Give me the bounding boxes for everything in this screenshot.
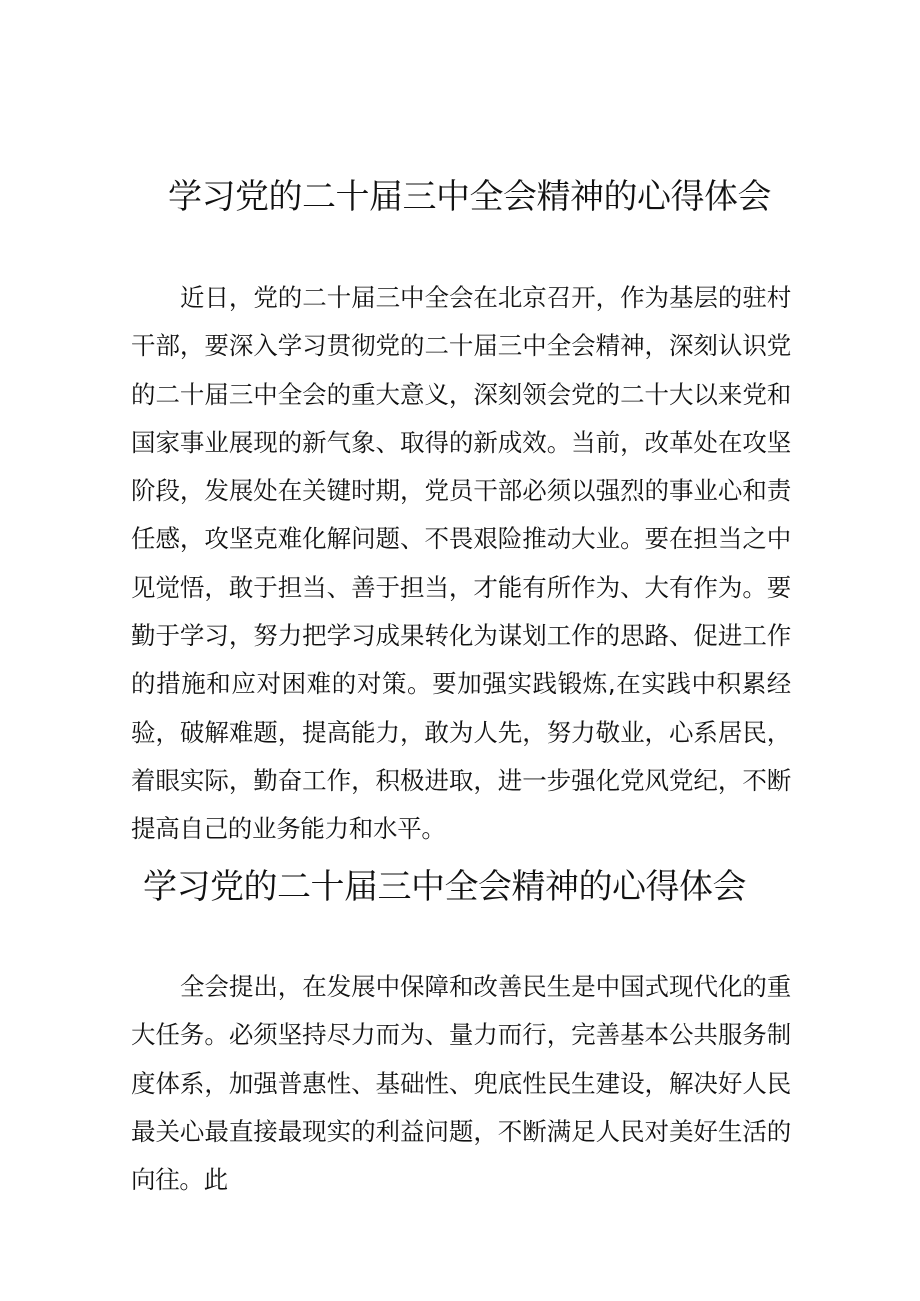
section-2-paragraph: 全会提出，在发展中保障和改善民生是中国式现代化的重大任务。必须坚持尽力而为、量力而行，完善基本公共服务制度体系，加强普惠性、基础性、兜底性民生建设，解决好人民最关心最直接最现实的利益问题，不断满足人民对美好生活的向往。此 [131, 972, 791, 1195]
section-2-title: 学习党的二十届三中全会精神的心得体会 [143, 867, 746, 907]
section-1-paragraph: 近日，党的二十届三中全会在北京召开，作为基层的驻村干部，要深入学习贯彻党的二十届三中全会精神，深刻认识党的二十届三中全会的重大意义，深刻领会党的二十大以来党和国家事业展现的新气象、取得的新成效。当前，改革处在攻坚阶段，发展处在关键时期，党员干部必须以强烈的事业心和责任感，攻坚克难化解问题、不畏艰险推动大业。要在担当之中见觉悟，敢于担当、善于担当，才能有所作为、大有作为。要勤于学习，努力把学习成果转化为谋划工作的思路、促进工作的措施和应对困难的对策。要加强实践锻炼,在实践中积累经验，破解难题，提高能力，敢为人先，努力敬业，心系居民，着眼实际，勤奋工作，积极进取，进一步强化党风党纪，不断提高自己的业务能力和水平。 [131, 283, 791, 844]
section-1-title: 学习党的二十届三中全会精神的心得体会 [168, 177, 771, 217]
